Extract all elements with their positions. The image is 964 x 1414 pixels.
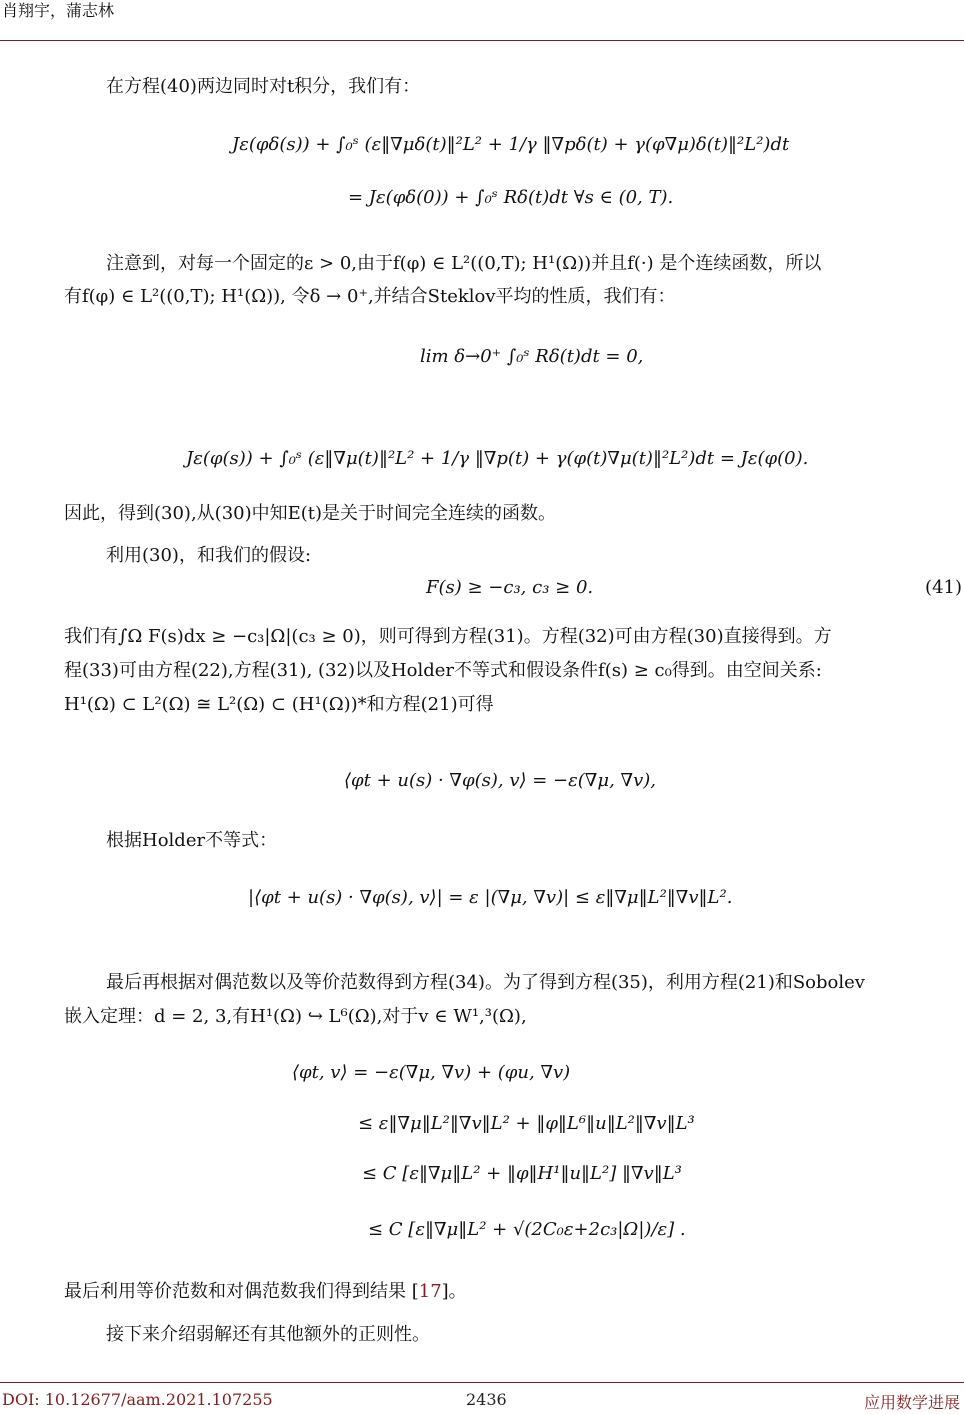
footer-rule <box>0 1382 964 1383</box>
paragraph: 根据Holder不等式： <box>106 830 278 851</box>
header-rule <box>0 40 964 41</box>
doi-link[interactable]: DOI: 10.12677/aam.2021.107255 <box>2 1390 273 1409</box>
equation-line: Jε(φ(s)) + ∫₀ˢ (ε‖∇μ(t)‖²L² + 1/γ ‖∇p(t) + γ(φ(t)∇μ(t)‖²L²)dt = Jε(φ(0). <box>186 448 809 469</box>
equation-line: |⟨φt + u(s) · ∇φ(s), v⟩| = ε |(∇μ, ∇v)| ≤ ε‖∇μ‖L²‖∇v‖L². <box>248 887 733 908</box>
paragraph-line: 我们有∫Ω F(s)dx ≥ −c₃|Ω|(c₃ ≥ 0)，则可得到方程(31)。方程(32)可由方程(30)直接得到。方 <box>64 626 832 647</box>
equation-line: F(s) ≥ −c₃, c₃ ≥ 0. <box>426 577 594 598</box>
page-number: 2436 <box>466 1390 507 1409</box>
paragraph-line: H¹(Ω) ⊂ L²(Ω) ≅ L²(Ω) ⊂ (H¹(Ω))*和方程(21)可得 <box>64 694 494 715</box>
equation-number: (41) <box>925 577 962 598</box>
paragraph-line: 注意到，对每一个固定的ε > 0,由于f(φ) ∈ L²((0,T); H¹(Ω))并且f(·) 是个连续函数，所以 <box>106 253 822 274</box>
paragraph-text: ]。 <box>441 1281 467 1302</box>
paragraph-line: 最后再根据对偶范数以及等价范数得到方程(34)。为了得到方程(35)，利用方程(21)和Sobolev <box>106 972 865 993</box>
paragraph-line: 程(33)可由方程(22),方程(31), (32)以及Holder不等式和假设条件f(s) ≥ c₀得到。由空间关系: <box>64 660 822 681</box>
paragraph-line: 嵌入定理：d = 2, 3,有H¹(Ω) ↪ L⁶(Ω),对于v ∈ W¹,³(Ω), <box>64 1006 527 1027</box>
equation-line: lim δ→0⁺ ∫₀ˢ Rδ(t)dt = 0, <box>420 346 644 367</box>
paragraph <box>64 1277 467 1307</box>
paragraph: 利用(30)，和我们的假设: <box>106 545 312 566</box>
paragraph-line: 有f(φ) ∈ L²((0,T); H¹(Ω)), 令δ → 0⁺,并结合Steklov平均的性质，我们有： <box>64 286 676 307</box>
equation-line: Jε(φδ(s)) + ∫₀ˢ (ε‖∇μδ(t)‖²L² + 1/γ ‖∇pδ(t) + γ(φ∇μ)δ(t)‖²L²)dt <box>232 134 790 155</box>
equation-line: ⟨φt, v⟩ = −ε(∇μ, ∇v) + (φu, ∇v) <box>292 1062 571 1083</box>
paragraph: 因此，得到(30),从(30)中知E(t)是关于时间完全连续的函数。 <box>64 503 557 524</box>
citation-link[interactable]: 17 <box>418 1281 442 1302</box>
paragraph: 接下来介绍弱解还有其他额外的正则性。 <box>106 1324 430 1345</box>
paragraph: 在方程(40)两边同时对t积分，我们有： <box>106 76 421 97</box>
paragraph-text: 最后利用等价范数和对偶范数我们得到结果 [ <box>64 1281 419 1302</box>
equation-line: ≤ C [ε‖∇μ‖L² + √(2C₀ε+2c₃|Ω|)/ε] . <box>368 1219 686 1240</box>
equation-line: ⟨φt + u(s) · ∇φ(s), v⟩ = −ε(∇μ, ∇v), <box>344 770 656 791</box>
equation-line: = Jε(φδ(0)) + ∫₀ˢ Rδ(t)dt ∀s ∈ (0, T). <box>348 187 674 208</box>
equation-line: ≤ C [ε‖∇μ‖L² + ‖φ‖H¹‖u‖L²] ‖∇v‖L³ <box>362 1163 682 1184</box>
equation-line: ≤ ε‖∇μ‖L²‖∇v‖L² + ‖φ‖L⁶‖u‖L²‖∇v‖L³ <box>358 1113 695 1134</box>
running-header: 肖翔宇，蒲志林 <box>2 1 115 20</box>
journal-name: 应用数学进展 <box>863 1393 960 1412</box>
